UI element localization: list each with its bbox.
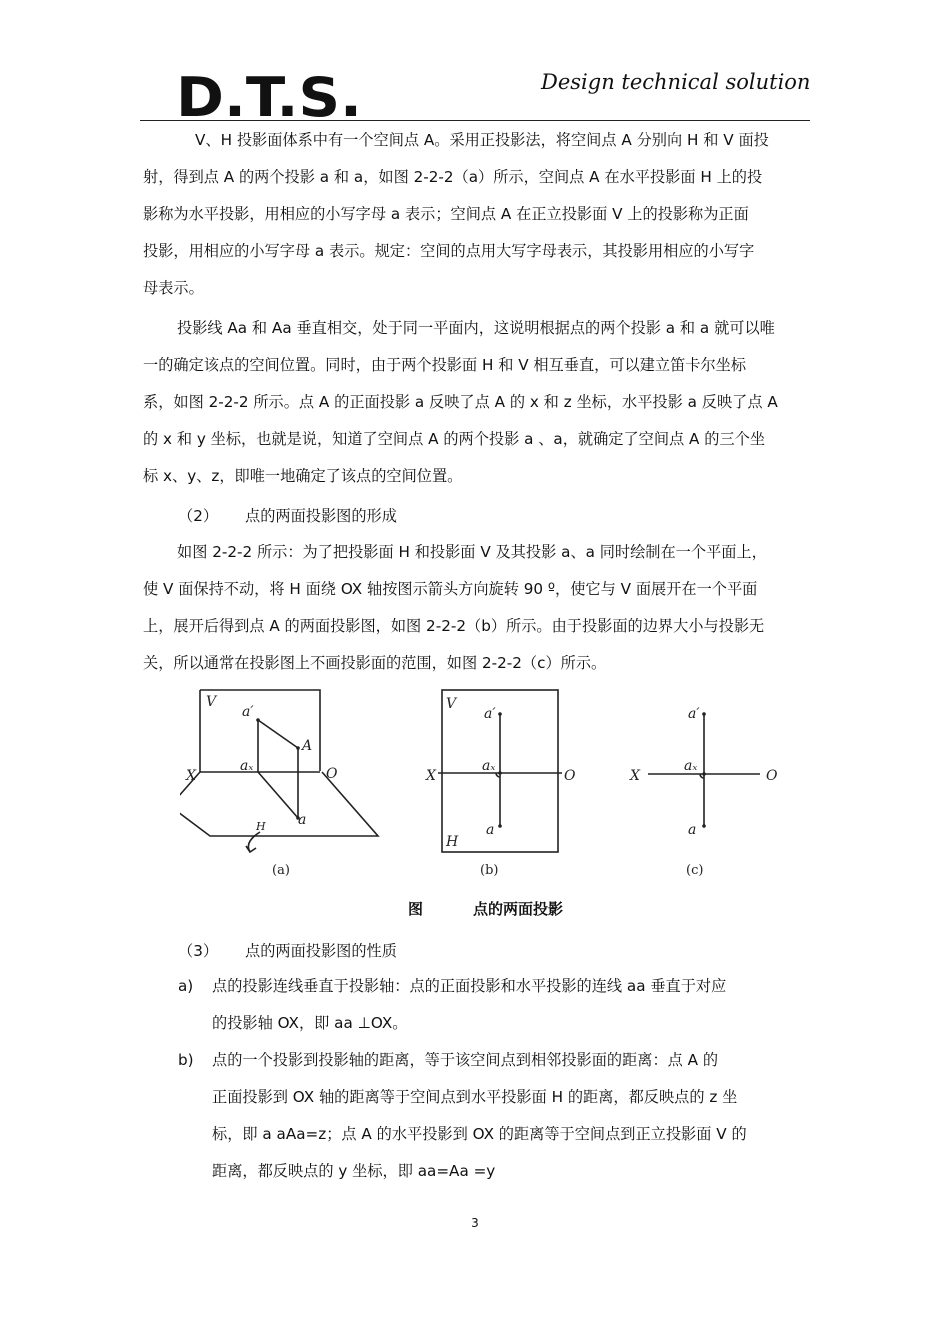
figure-stroke (256, 718, 260, 722)
label-h: H (446, 834, 459, 850)
label-h: H (256, 820, 266, 833)
label-ax: aₓ (240, 758, 254, 774)
list-line: 正面投影到 OX 轴的距离等于空间点到水平投影面 H 的距离，都反映点的 z 坐 (212, 1088, 738, 1106)
figure-caption (408, 898, 563, 919)
panel-label-c: (c) (686, 863, 704, 878)
paragraph-line: 母表示。 (143, 279, 204, 297)
label-a-prime: a′ (242, 704, 254, 720)
label-x: X (630, 768, 640, 784)
figure-stroke (702, 824, 706, 828)
label-A: A (302, 738, 313, 754)
list-line: 的投影轴 OX，即 aa ⊥OX。 (212, 1014, 408, 1032)
label-a: a (486, 822, 495, 838)
list-label: a) (178, 977, 194, 995)
header-divider (140, 120, 810, 121)
label-a: a (688, 822, 697, 838)
paragraph-1 (143, 122, 811, 307)
paragraph-line: V、H 投影面体系中有一个空间点 A。采用正投影法，将空间点 A 分别向 H 和 V 面投 (195, 131, 769, 149)
paragraph-line: 关，所以通常在投影图上不画投影面的范围，如图 2-2-2（c）所示。 (143, 654, 607, 672)
label-x: X (426, 768, 436, 784)
figure-panel-c (648, 712, 760, 828)
svg-text:D.T.S.: D.T.S. (176, 66, 362, 124)
paragraph-line: 投影线 Aa 和 Aa 垂直相交，处于同一平面内，这说明根据点的两个投影 a 和 a 就可以唯 (177, 319, 775, 337)
paragraph-line: 的 x 和 y 坐标，也就是说，知道了空间点 A 的两个投影 a 、a，就确定了空间点 A 的三个坐 (143, 430, 766, 448)
figure-stroke (200, 690, 320, 771)
section-number: （3） (178, 942, 219, 960)
paragraph-line: 一的确定该点的空间位置。同时，由于两个投影面 H 和 V 相互垂直，可以建立笛卡尔坐标 (143, 356, 747, 374)
caption-prefix: 图 (408, 900, 424, 918)
list-line: 点的一个投影到投影轴的距离，等于该空间点到相邻投影面的距离：点 A 的 (212, 1051, 719, 1069)
paragraph-line: 系，如图 2-2-2 所示。点 A 的正面投影 a 反映了点 A 的 x 和 z 坐标，水平投影 a 反映了点 A (143, 393, 778, 411)
figure-panel-b (438, 690, 562, 852)
figure-panel-a (180, 690, 378, 852)
label-o: O (766, 768, 778, 784)
figure-stroke (702, 772, 706, 776)
list-line: 点的投影连线垂直于投影轴：点的正面投影和水平投影的连线 aa 垂直于对应 (212, 977, 727, 995)
page-number: 3 (471, 1216, 479, 1230)
label-v: V (446, 696, 457, 712)
figure-stroke (246, 846, 256, 852)
paragraph-line: 投影，用相应的小写字母 a 表示。规定：空间的点用大写字母表示，其投影用相应的小写字 (143, 242, 755, 260)
paragraph-line: 使 V 面保持不动，将 H 面绕 OX 轴按图示箭头方向旋转 90 º，使它与 V 面展开在一个平面 (143, 580, 758, 598)
paragraph-line: 上，展开后得到点 A 的两面投影图，如图 2-2-2（b）所示。由于投影面的边界大小与投影无 (143, 617, 765, 635)
list-item-b (178, 1042, 818, 1190)
section-title: 点的两面投影图的性质 (245, 942, 397, 960)
label-a-prime: a′ (688, 706, 700, 722)
paragraph-line: 标 x、y、z，即唯一地确定了该点的空间位置。 (143, 467, 463, 485)
paragraph-line: 如图 2-2-2 所示：为了把投影面 H 和投影面 V 及其投影 a、a 同时绘制在一个平面上， (177, 543, 767, 561)
paragraph-line: 影称为水平投影，用相应的小写字母 a 表示；空间点 A 在正立投影面 V 上的投影称为正面 (143, 205, 749, 223)
projection-figure (180, 686, 800, 886)
label-a: a (298, 812, 307, 828)
tagline: Design technical solution (541, 70, 811, 94)
section-number: （2） (178, 507, 219, 525)
list-line: 距离，都反映点的 y 坐标，即 aa=Aa =y (212, 1162, 496, 1180)
label-v: V (206, 694, 217, 710)
figure-stroke (702, 712, 706, 716)
paragraph-3 (143, 534, 811, 682)
figure-stroke (180, 772, 378, 836)
label-ax: aₓ (684, 758, 698, 774)
figure-stroke (296, 746, 300, 750)
label-ax: aₓ (482, 758, 496, 774)
figure-stroke (498, 824, 502, 828)
figure-stroke (498, 771, 502, 775)
label-o: O (326, 766, 338, 782)
section-heading-2 (178, 505, 397, 526)
label-o: O (564, 768, 576, 784)
section-heading-3 (178, 940, 397, 961)
section-title: 点的两面投影图的形成 (245, 507, 397, 525)
figure-stroke (258, 720, 298, 748)
paragraph-line: 射，得到点 A 的两个投影 a 和 a，如图 2-2-2（a）所示，空间点 A 在水平投影面 H 上的投 (143, 168, 763, 186)
paragraph-2 (143, 310, 811, 495)
figure-stroke (498, 712, 502, 716)
list-label: b) (178, 1051, 194, 1069)
dts-logo (176, 66, 366, 124)
list-item-a (178, 968, 818, 1042)
panel-label-a: (a) (272, 863, 290, 878)
list-line: 标，即 a aAa=z；点 A 的水平投影到 OX 的距离等于空间点到正立投影面 V 的 (212, 1125, 747, 1143)
panel-label-b: (b) (480, 863, 499, 878)
label-x: X (186, 768, 196, 784)
label-a-prime: a′ (484, 706, 496, 722)
caption-title: 点的两面投影 (473, 900, 564, 918)
figure-stroke (258, 772, 298, 818)
